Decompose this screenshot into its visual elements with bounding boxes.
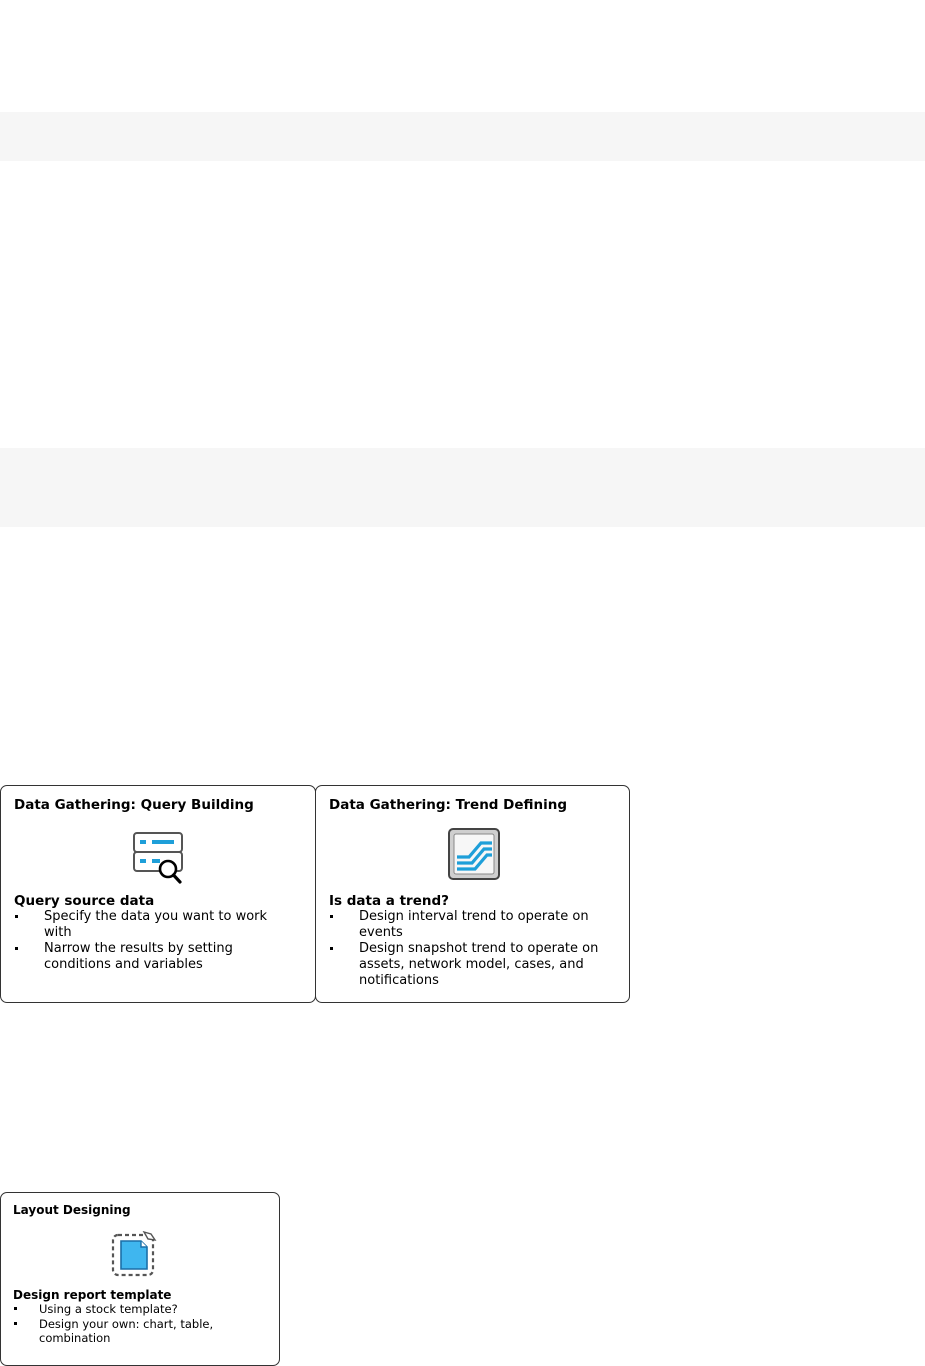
gray-band-middle [0, 448, 925, 527]
card-heading: Query source data [14, 893, 155, 909]
gray-band-top [0, 112, 925, 161]
card-title: Data Gathering: Query Building [14, 797, 254, 813]
bullet-item: Narrow the results by setting conditions and variables [44, 941, 294, 973]
bullet-item: Specify the data you want to work with [44, 909, 294, 941]
bullet-item: Using a stock template? [39, 1302, 259, 1317]
trend-icon [447, 827, 503, 887]
layout-designing-card [0, 1192, 280, 1366]
bullet-list [359, 909, 609, 989]
bullet-list [39, 1302, 259, 1346]
bullet-item: Design your own: chart, table, combination [39, 1317, 259, 1346]
query-search-icon [132, 831, 188, 891]
trend-defining-card [315, 785, 630, 1003]
card-title: Layout Designing [13, 1203, 131, 1217]
template-page-icon [111, 1231, 159, 1285]
bullet-item: Design interval trend to operate on events [359, 909, 609, 941]
bullet-list [44, 909, 294, 973]
card-heading: Is data a trend? [329, 893, 449, 909]
card-heading: Design report template [13, 1288, 172, 1302]
bullet-item: Design snapshot trend to operate on assets, network model, cases, and notifications [359, 941, 609, 989]
card-title: Data Gathering: Trend Defining [329, 797, 568, 813]
query-building-card [0, 785, 316, 1003]
